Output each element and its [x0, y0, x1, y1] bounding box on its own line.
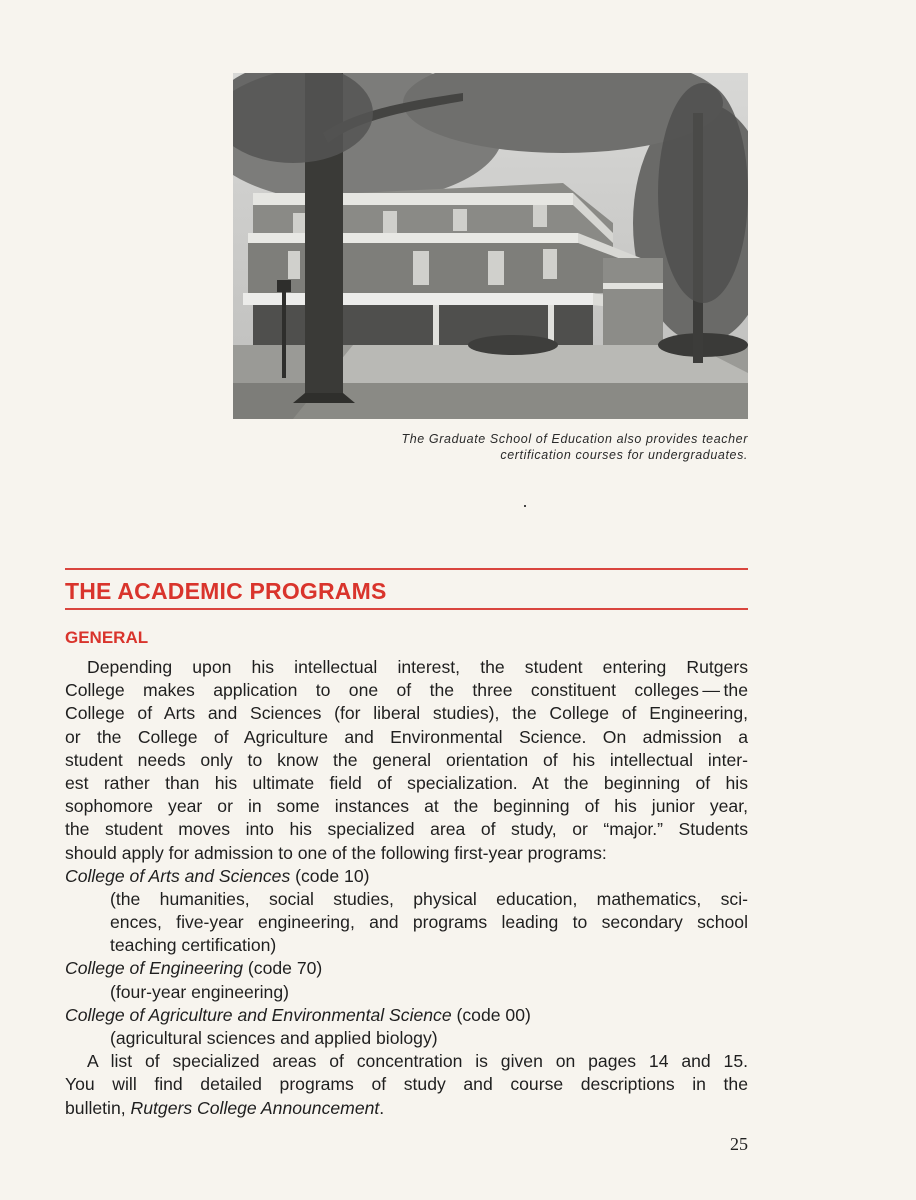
- paragraph-line: [65, 1097, 748, 1120]
- program-desc-line: (agricultural sciences and applied biology): [110, 1028, 438, 1048]
- program-heading: [65, 957, 748, 980]
- paragraph-line: or the College of Agriculture and Environmental Science. On admission a: [65, 726, 748, 747]
- program-desc-line: (the humanities, social studies, physical education, mathematics, sci-: [110, 888, 748, 909]
- program-name: College of Engineering: [65, 958, 244, 979]
- paragraph-line: est rather than his ultimate field of specialization. At the beginning of his: [65, 772, 748, 793]
- paragraph-line: Depending upon his intellectual interest, the student entering Rutgers: [87, 657, 748, 677]
- title-rule-top: [65, 568, 748, 570]
- program-name: College of Arts and Sciences: [65, 865, 291, 886]
- paragraph-line: student needs only to know the general orientation of his intellectual inter-: [65, 749, 748, 770]
- paragraph-line: A list of specialized areas of concentration is given on pages 14 and 15.: [87, 1051, 748, 1072]
- program-name: College of Agriculture and Environmental Science: [65, 1004, 452, 1025]
- bulletin-suffix: .: [379, 1097, 385, 1118]
- stray-dot: [524, 505, 526, 507]
- paragraph-line: the student moves into his specialized area of study, or “major.” Students: [65, 819, 748, 840]
- paragraph-line: College of Arts and Sciences (for liberal studies), the College of Engineering,: [65, 703, 748, 724]
- paragraph-line: sophomore year or in some instances at the beginning of his junior year,: [65, 796, 748, 817]
- bulletin-title: Rutgers College Announcement: [130, 1097, 380, 1118]
- page-number: 25: [730, 1134, 748, 1154]
- title-rule-bottom: [65, 608, 748, 610]
- body-text: [65, 656, 748, 1120]
- caption-line: certification courses for undergraduates.: [500, 448, 748, 462]
- program-desc-line: (four-year engineering): [110, 981, 289, 1002]
- program-heading: [65, 865, 748, 888]
- paragraph-line: College makes application to one of the three constituent colleges — the: [65, 680, 748, 701]
- subsection-title: GENERAL: [65, 628, 149, 647]
- bulletin-prefix: bulletin,: [65, 1097, 126, 1118]
- program-desc-line: ences, five-year engineering, and programs leading to secondary school: [110, 912, 748, 933]
- program-code: (code 10): [295, 865, 370, 886]
- caption-line: The Graduate School of Education also provides teacher: [401, 432, 748, 446]
- paragraph-line: should apply for admission to one of the following first-year programs:: [65, 842, 607, 863]
- program-heading: [65, 1004, 748, 1027]
- paragraph-line: You will find detailed programs of study and course descriptions in the: [65, 1074, 748, 1095]
- program-code: (code 00): [456, 1004, 531, 1025]
- photo-caption: [300, 431, 748, 463]
- section-title: THE ACADEMIC PROGRAMS: [65, 578, 387, 604]
- program-code: (code 70): [247, 958, 323, 979]
- program-desc-line: teaching certification): [110, 935, 277, 956]
- building-photo: [233, 73, 748, 419]
